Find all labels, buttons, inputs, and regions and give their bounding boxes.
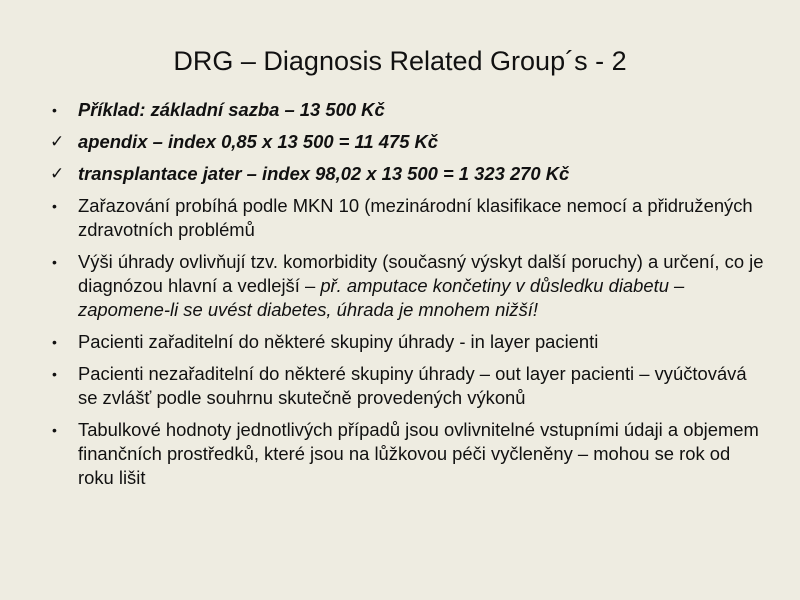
bullet-item-out-layer — [50, 362, 765, 410]
bullet-text-apendix: apendix – index 0,85 x 13 500 = 11 475 Kč — [78, 131, 439, 152]
bullet-dot-icon: • — [52, 102, 57, 118]
bullet-text-example: Příklad: základní sazba – 13 500 Kč — [78, 99, 385, 120]
bullet-dot-icon: • — [52, 334, 57, 350]
bullet-text-transplantace: transplantace jater – index 98,02 x 13 500 = 1 323 270 Kč — [78, 163, 570, 184]
bullet-dot-icon: • — [52, 366, 57, 382]
checkmark-icon: ✓ — [50, 164, 65, 183]
bullet-text-out-layer: Pacienti nezařaditelní do některé skupiny úhrady – out layer pacienti – vyúčtovává se zvlášť podle souhrnu skutečně provedených výkonů — [78, 363, 747, 408]
bullet-text-mkn: Zařazování probíhá podle MKN 10 (mezinárodní klasifikace nemocí a přidružených zdravotních problémů — [78, 195, 753, 240]
bullet-list — [50, 98, 765, 498]
bullet-item-apendix — [50, 130, 765, 154]
bullet-item-example — [50, 98, 765, 122]
checkmark-icon: ✓ — [50, 132, 65, 151]
bullet-item-mkn — [50, 194, 765, 242]
bullet-dot-icon: • — [52, 422, 57, 438]
bullet-item-komorbidity — [50, 250, 765, 322]
slide-title: DRG – Diagnosis Related Group´s - 2 — [173, 46, 627, 76]
bullet-text-komorbidity-example: př. amputace končetiny v důsledku diabetu – zapomene-li se uvést diabetes, úhrada je mnohem nižší! — [78, 275, 685, 320]
bullet-item-in-layer — [50, 330, 765, 354]
bullet-text-tabulkove: Tabulkové hodnoty jednotlivých případů jsou ovlivnitelné vstupními údaji a objemem finančních prostředků, které jsou na lůžkovou péči vyčleněny – mohou se rok od roku lišit — [78, 419, 759, 488]
bullet-text-in-layer: Pacienti zařaditelní do některé skupiny úhrady - in layer pacienti — [78, 331, 599, 352]
bullet-text-komorbidity: Výši úhrady ovlivňují tzv. komorbidity (současný výskyt další poruchy) a určení, co je diagnózou hlavní a vedlejší – — [78, 251, 764, 296]
bullet-item-transplantace — [50, 162, 765, 186]
bullet-item-tabulkove — [50, 418, 765, 490]
bullet-dot-icon: • — [52, 198, 57, 214]
bullet-dot-icon: • — [52, 254, 57, 270]
